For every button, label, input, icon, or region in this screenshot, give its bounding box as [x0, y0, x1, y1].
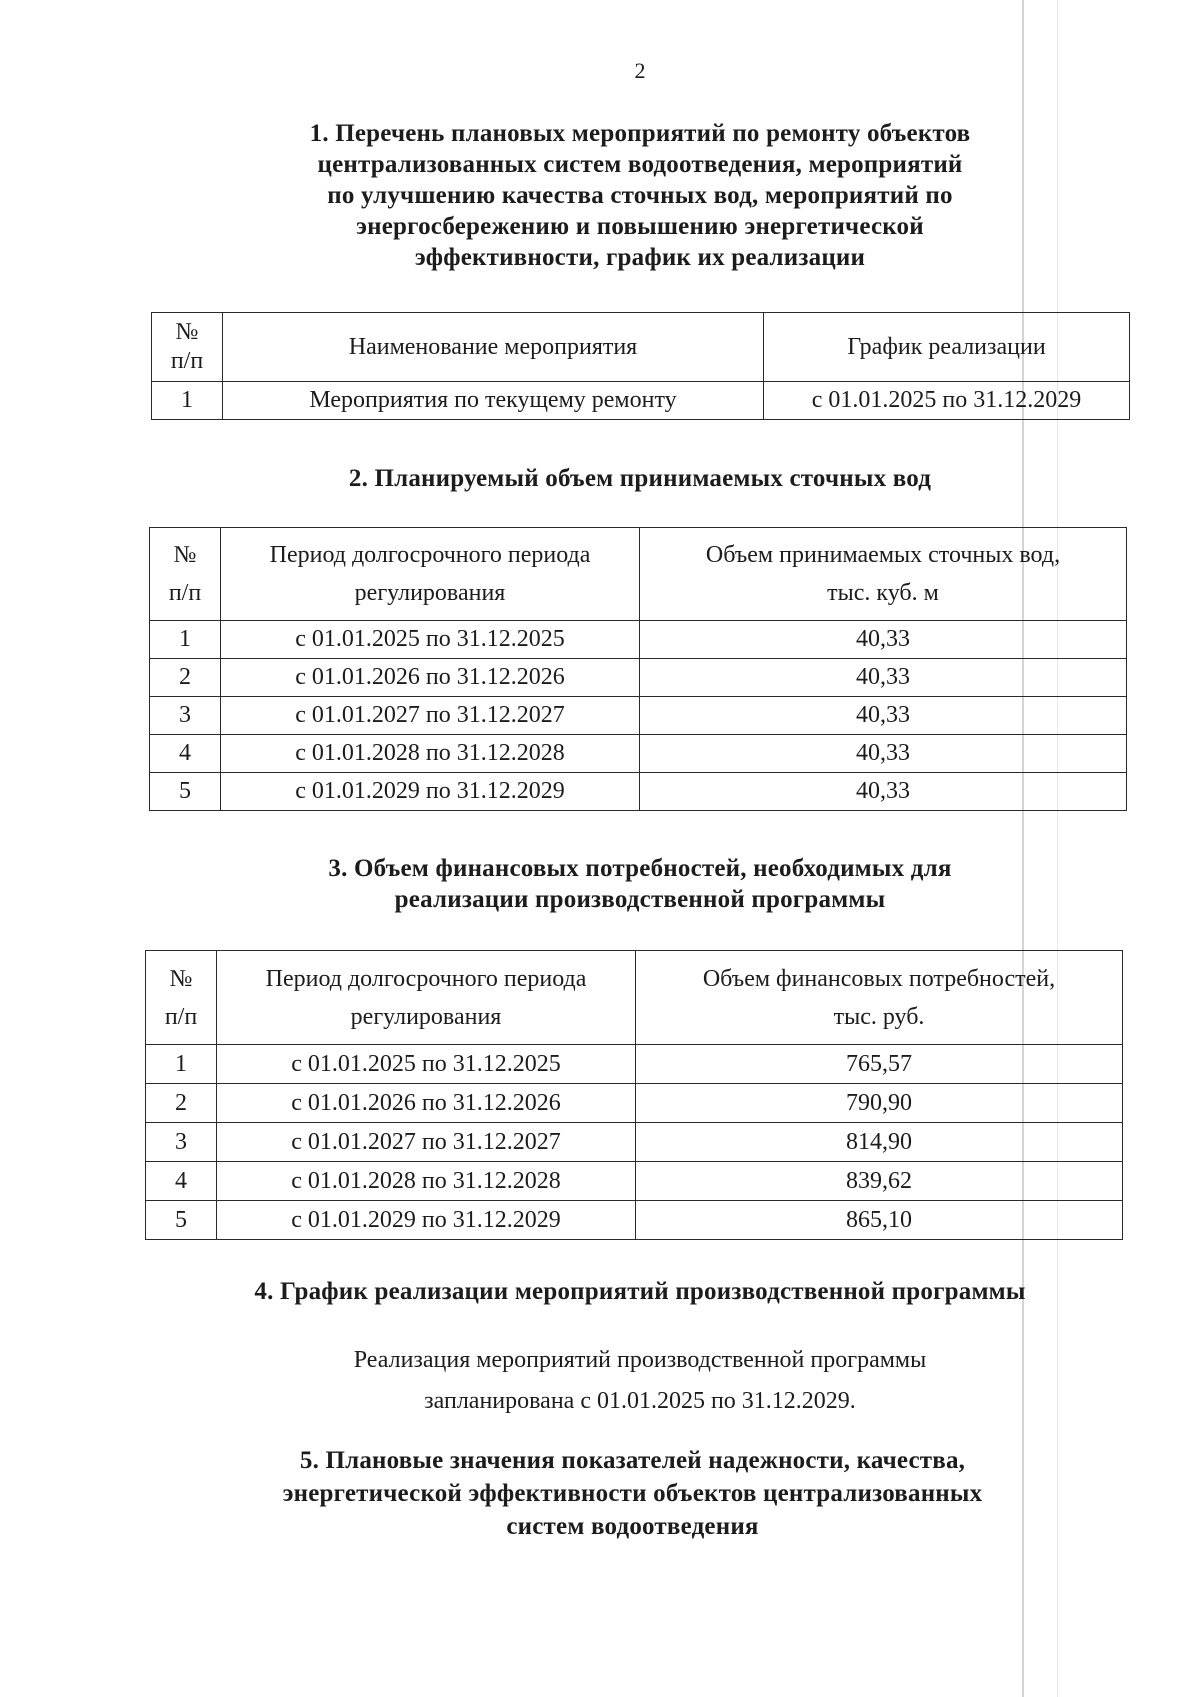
title-line: по улучшению качества сточных вод, мероприятий по: [327, 182, 953, 209]
cell-period: с 01.01.2025 по 31.12.2025: [217, 1045, 636, 1084]
cell-number: 1: [146, 1045, 217, 1084]
cell-schedule: с 01.01.2025 по 31.12.2029: [764, 382, 1130, 420]
cell-period: с 01.01.2026 по 31.12.2026: [217, 1084, 636, 1123]
cell-number: 3: [150, 697, 221, 735]
page-number: 2: [634, 58, 646, 83]
table-row: [146, 1045, 1123, 1084]
cell-volume: 40,33: [640, 621, 1127, 659]
cell-volume: 40,33: [640, 735, 1127, 773]
cell-volume: 40,33: [640, 659, 1127, 697]
table-row: [150, 659, 1127, 697]
section-3-title: [0, 853, 1200, 915]
table-row: [152, 382, 1130, 420]
cell-number: 2: [146, 1084, 217, 1123]
cell-period: с 01.01.2029 по 31.12.2029: [221, 773, 640, 811]
cell-number: 1: [150, 621, 221, 659]
header-number: № п/п: [146, 951, 217, 1045]
cell-amount: 814,90: [636, 1123, 1123, 1162]
cell-period: с 01.01.2025 по 31.12.2025: [221, 621, 640, 659]
cell-period: с 01.01.2026 по 31.12.2026: [221, 659, 640, 697]
cell-period: с 01.01.2027 по 31.12.2027: [217, 1123, 636, 1162]
header-number: [152, 313, 223, 382]
section-1-title: [0, 118, 1200, 273]
title-line: эффективности, график их реализации: [414, 244, 866, 271]
section-4-paragraph: [0, 1340, 1200, 1422]
cell-period: с 01.01.2029 по 31.12.2029: [217, 1201, 636, 1240]
financial-needs-table: [145, 950, 1123, 1240]
title-line: энергетической эффективности объектов централизованных: [282, 1480, 983, 1507]
title-line: централизованных систем водоотведения, мероприятий: [317, 151, 963, 178]
cell-volume: 40,33: [640, 773, 1127, 811]
wastewater-volume-table: [149, 527, 1127, 811]
table-row: [150, 697, 1127, 735]
paragraph-line: запланирована с 01.01.2025 по 31.12.2029.: [424, 1388, 856, 1414]
header-period: Период долгосрочного периода регулирования: [217, 951, 636, 1045]
table-header-row: [150, 528, 1127, 621]
cell-number: 1: [152, 382, 223, 420]
cell-amount: 839,62: [636, 1162, 1123, 1201]
table-row: [150, 773, 1127, 811]
cell-period: с 01.01.2028 по 31.12.2028: [217, 1162, 636, 1201]
section-4-title: 4. График реализации мероприятий производственной программы: [254, 1278, 1026, 1305]
table-row: [146, 1084, 1123, 1123]
table-row: [150, 735, 1127, 773]
header-number-text: № п/п: [170, 319, 204, 374]
header-event-name: Наименование мероприятия: [223, 313, 764, 382]
title-line: 5. Плановые значения показателей надежности, качества,: [299, 1447, 966, 1474]
section-2-title: 2. Планируемый объем принимаемых сточных вод: [348, 465, 932, 492]
events-table: [151, 312, 1130, 420]
title-line: систем водоотведения: [506, 1513, 759, 1540]
table-header-row: [146, 951, 1123, 1045]
header-financial-volume: Объем финансовых потребностей, тыс. руб.: [636, 951, 1123, 1045]
cell-number: 4: [150, 735, 221, 773]
cell-amount: 790,90: [636, 1084, 1123, 1123]
cell-amount: 765,57: [636, 1045, 1123, 1084]
table-row: [146, 1162, 1123, 1201]
cell-number: 5: [146, 1201, 217, 1240]
header-schedule: График реализации: [764, 313, 1130, 382]
section-5-title: [0, 1444, 1200, 1543]
cell-amount: 865,10: [636, 1201, 1123, 1240]
title-line: 1. Перечень плановых мероприятий по ремонту объектов: [309, 120, 971, 147]
title-line: 3. Объем финансовых потребностей, необходимых для: [328, 855, 952, 882]
cell-period: с 01.01.2027 по 31.12.2027: [221, 697, 640, 735]
table-row: [146, 1201, 1123, 1240]
cell-number: 3: [146, 1123, 217, 1162]
table-row: [150, 621, 1127, 659]
cell-period: с 01.01.2028 по 31.12.2028: [221, 735, 640, 773]
cell-number: 2: [150, 659, 221, 697]
header-period: Период долгосрочного периода регулирования: [221, 528, 640, 621]
table-row: [146, 1123, 1123, 1162]
cell-number: 5: [150, 773, 221, 811]
header-volume: Объем принимаемых сточных вод, тыс. куб. м: [640, 528, 1127, 621]
title-line: реализации производственной программы: [394, 886, 886, 913]
title-line: энергосбережению и повышению энергетической: [356, 213, 924, 240]
paragraph-line: Реализация мероприятий производственной программы: [353, 1347, 927, 1373]
cell-volume: 40,33: [640, 697, 1127, 735]
header-number: № п/п: [150, 528, 221, 621]
cell-number: 4: [146, 1162, 217, 1201]
table-header-row: [152, 313, 1130, 382]
cell-event-name: Мероприятия по текущему ремонту: [223, 382, 764, 420]
